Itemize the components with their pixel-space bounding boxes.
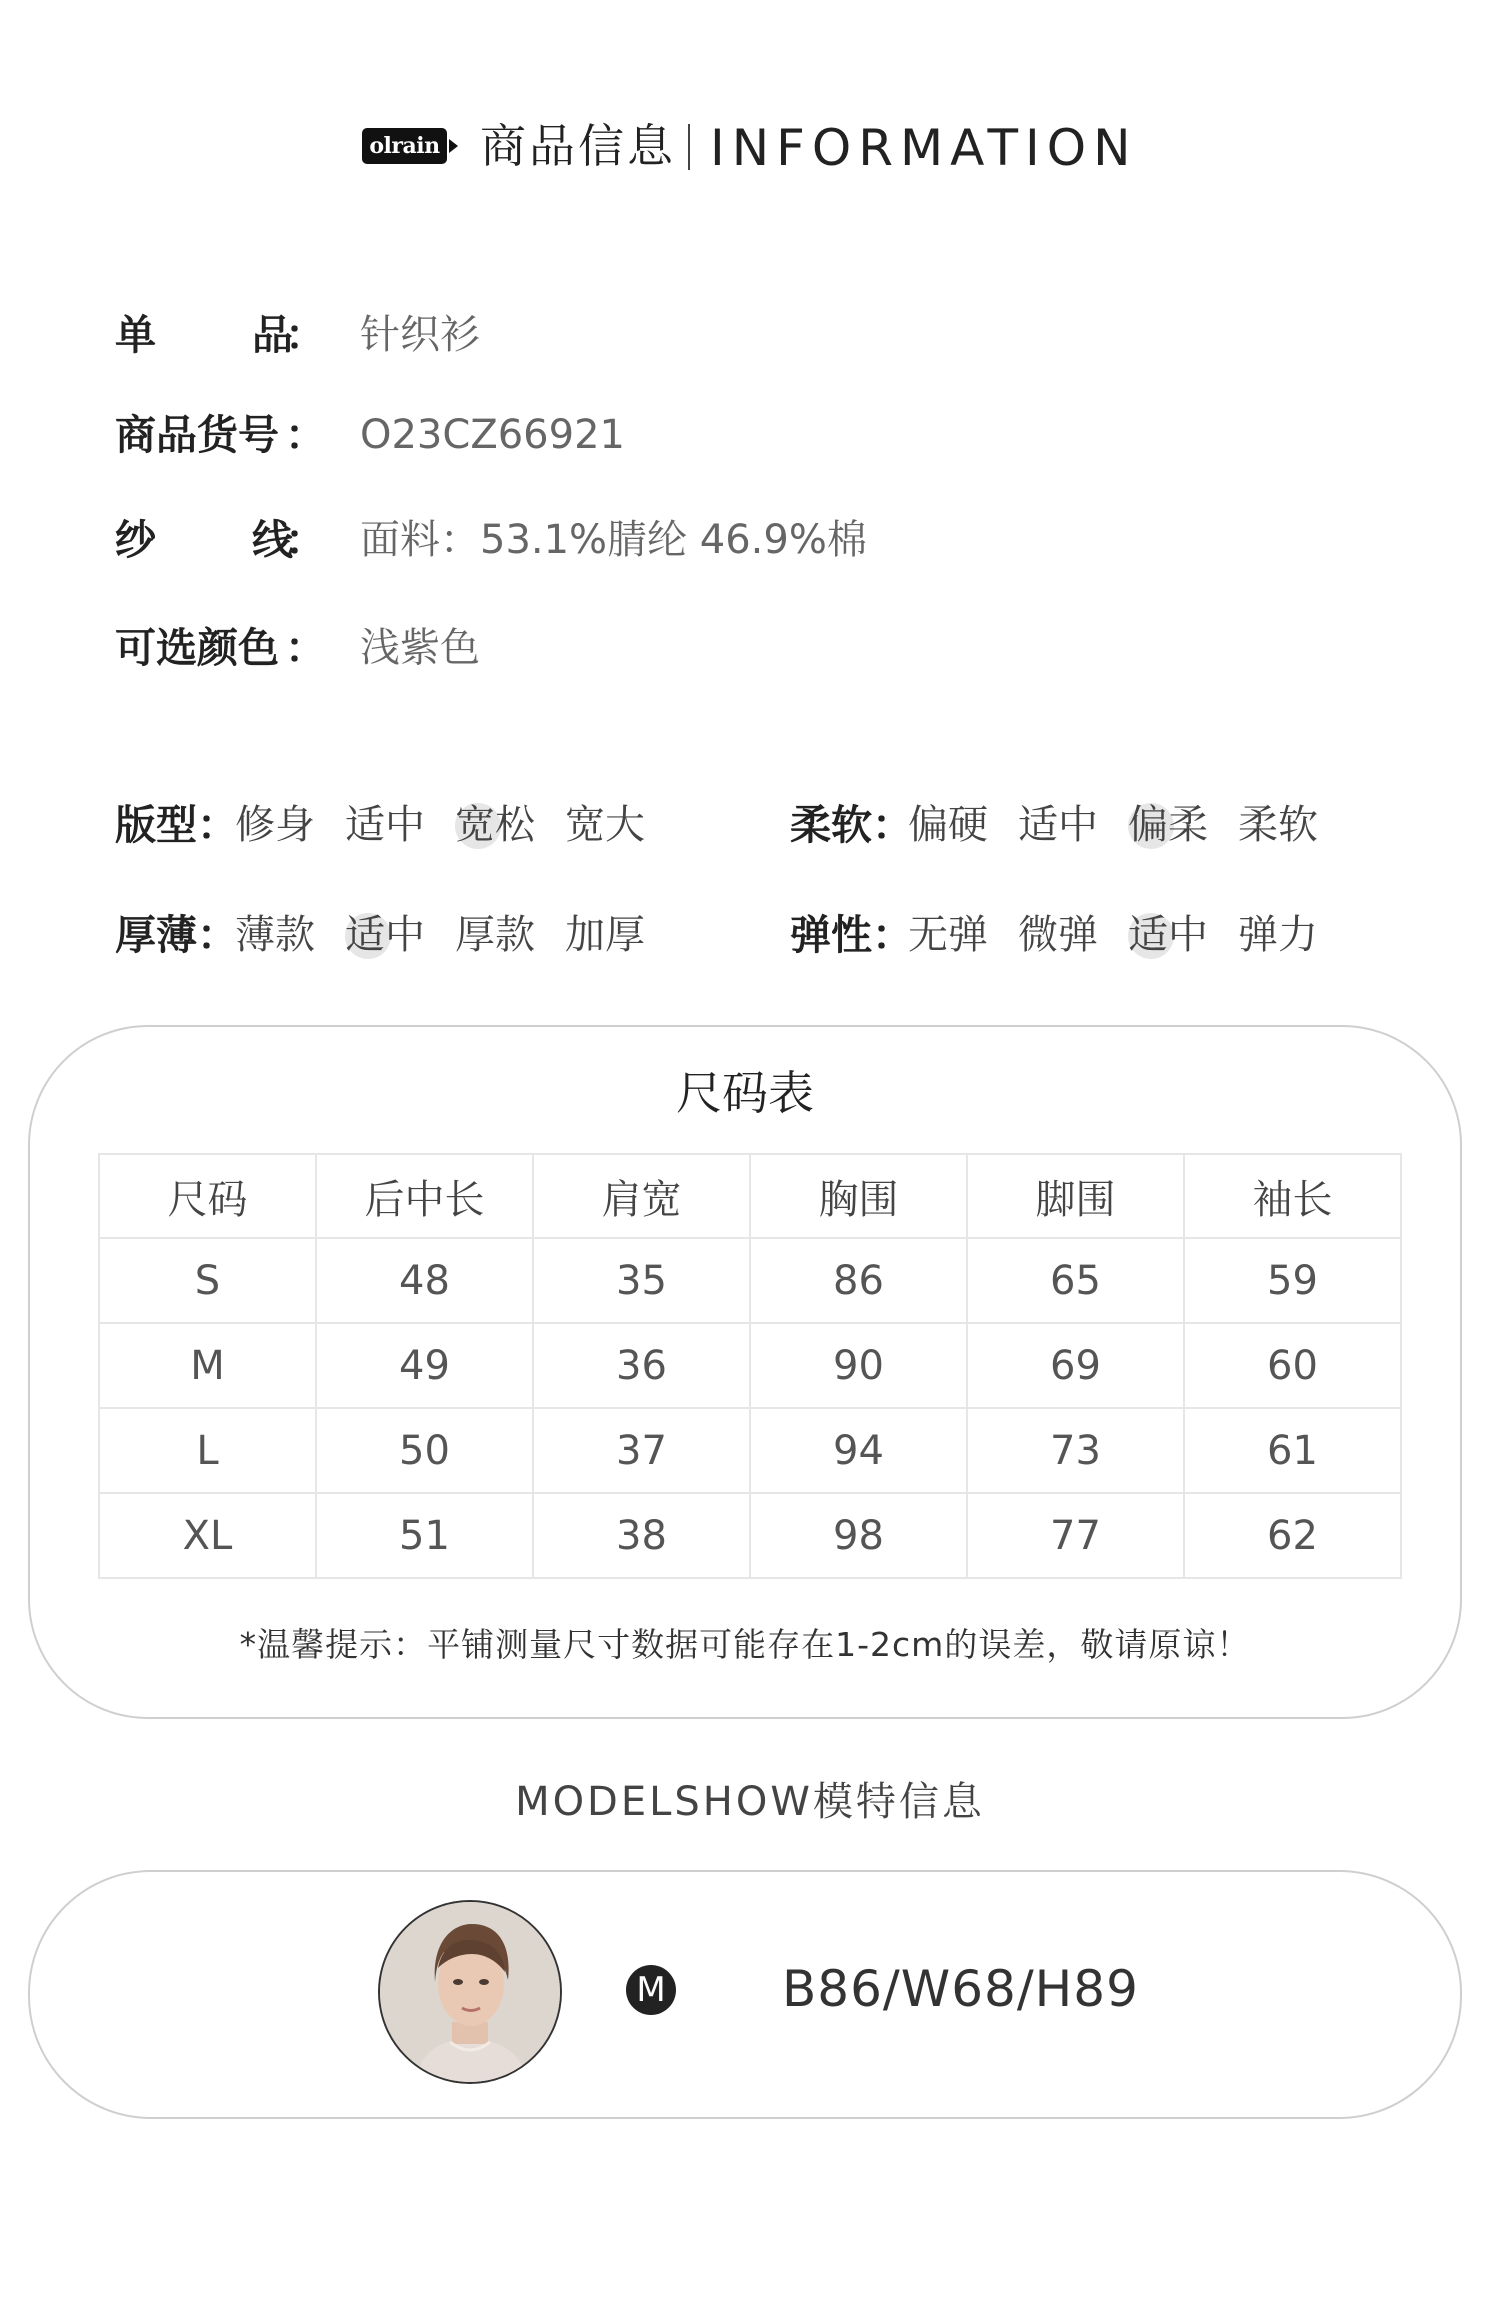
attr-thickness-option: 加厚 [565,912,645,958]
header-divider [688,124,690,170]
header-title-en: INFORMATION [710,119,1138,177]
attr-thickness-option: 薄款 [235,912,315,958]
attr-fit-option: 修身 [235,802,315,848]
attr-softness-option: 适中 [1018,802,1098,848]
attr-thickness: 厚薄： 薄款 适中 厚款 加厚 [115,905,675,965]
table-row [99,1493,1401,1578]
model-measurements: B86/W68/H89 [782,1960,1139,2018]
model-avatar [378,1900,562,2084]
info-label-item: 单 品 [115,311,293,359]
table-cell: M [99,1323,316,1408]
table-cell: 50 [316,1408,533,1493]
table-cell: 35 [533,1238,750,1323]
table-cell: 38 [533,1493,750,1578]
table-cell: 60 [1184,1323,1401,1408]
attr-thickness-option-selected: 适中 [345,905,425,965]
attr-softness-option: 偏硬 [908,802,988,848]
info-value-code: O23CZ66921 [360,412,625,458]
header-title-cn: 商品信息 [480,119,676,173]
table-cell: 77 [967,1493,1184,1578]
table-cell: 59 [1184,1238,1401,1323]
info-value-yarn: 面料：53.1%腈纶 46.9%棉 [360,517,867,563]
table-header-cell: 肩宽 [533,1154,750,1238]
table-header-cell: 胸围 [750,1154,967,1238]
table-cell: 61 [1184,1408,1401,1493]
attr-softness: 柔软： 偏硬 适中 偏柔 柔软 [790,795,1350,855]
table-cell: 65 [967,1238,1184,1323]
table-cell: 36 [533,1323,750,1408]
attr-fit-option-selected: 宽松 [455,795,535,855]
size-chart-note: *温馨提示：平铺测量尺寸数据可能存在1-2cm的误差，敬请原谅！ [239,1625,1251,1664]
table-cell: 62 [1184,1493,1401,1578]
attr-thickness-option: 厚款 [455,912,535,958]
model-portrait-image [380,1902,560,2082]
table-header-cell: 袖长 [1184,1154,1401,1238]
table-header-cell: 后中长 [316,1154,533,1238]
table-row [99,1408,1401,1493]
table-cell: 73 [967,1408,1184,1493]
table-header-cell: 脚围 [967,1154,1184,1238]
table-header-cell: 尺码 [99,1154,316,1238]
attr-fit-option: 适中 [345,802,425,848]
info-label-code: 商品货号 [115,411,279,459]
logo-arrow-icon [449,139,458,153]
table-cell: L [99,1408,316,1493]
table-row [99,1323,1401,1408]
attr-elasticity-option: 无弹 [908,912,988,958]
page-header [0,110,1500,180]
info-row-code: 商品货号 ： O23CZ66921 [115,405,1315,465]
table-cell: 37 [533,1408,750,1493]
table-cell: S [99,1238,316,1323]
info-row-yarn: 纱 线 ： 面料：53.1%腈纶 46.9%棉 [115,510,1315,570]
info-value-item: 针织衫 [360,312,480,358]
table-cell: 49 [316,1323,533,1408]
table-cell: 90 [750,1323,967,1408]
size-chart-table [98,1153,1402,1579]
table-header-row [99,1154,1401,1238]
info-value-color: 浅紫色 [360,625,480,671]
table-row [99,1238,1401,1323]
info-row-color: 可选颜色 ： 浅紫色 [115,618,1315,678]
size-chart-title: 尺码表 [676,1066,814,1120]
size-chart-card [28,1025,1462,1719]
table-cell: 98 [750,1493,967,1578]
attr-elasticity-option-selected: 适中 [1128,905,1208,965]
attr-elasticity: 弹性： 无弹 微弹 适中 弹力 [790,905,1350,965]
table-cell: 94 [750,1408,967,1493]
table-cell: XL [99,1493,316,1578]
attr-softness-option-selected: 偏柔 [1128,795,1208,855]
table-cell: 86 [750,1238,967,1323]
model-info-card [28,1870,1462,2119]
table-cell: 69 [967,1323,1184,1408]
model-section-title: MODELSHOW模特信息 [515,1779,985,1825]
brand-logo: olrain [362,128,447,164]
info-label-yarn: 纱 线 [115,516,293,564]
model-size-badge: M [626,1965,676,2015]
attr-softness-option: 柔软 [1238,802,1318,848]
info-row-item: 单 品 ： 针织衫 [115,305,1315,365]
attr-elasticity-option: 弹力 [1238,912,1318,958]
attr-fit-option: 宽大 [565,802,645,848]
attr-fit: 版型： 修身 适中 宽松 宽大 [115,795,675,855]
table-cell: 51 [316,1493,533,1578]
info-label-color: 可选颜色 [115,624,279,672]
table-cell: 48 [316,1238,533,1323]
attr-elasticity-option: 微弹 [1018,912,1098,958]
